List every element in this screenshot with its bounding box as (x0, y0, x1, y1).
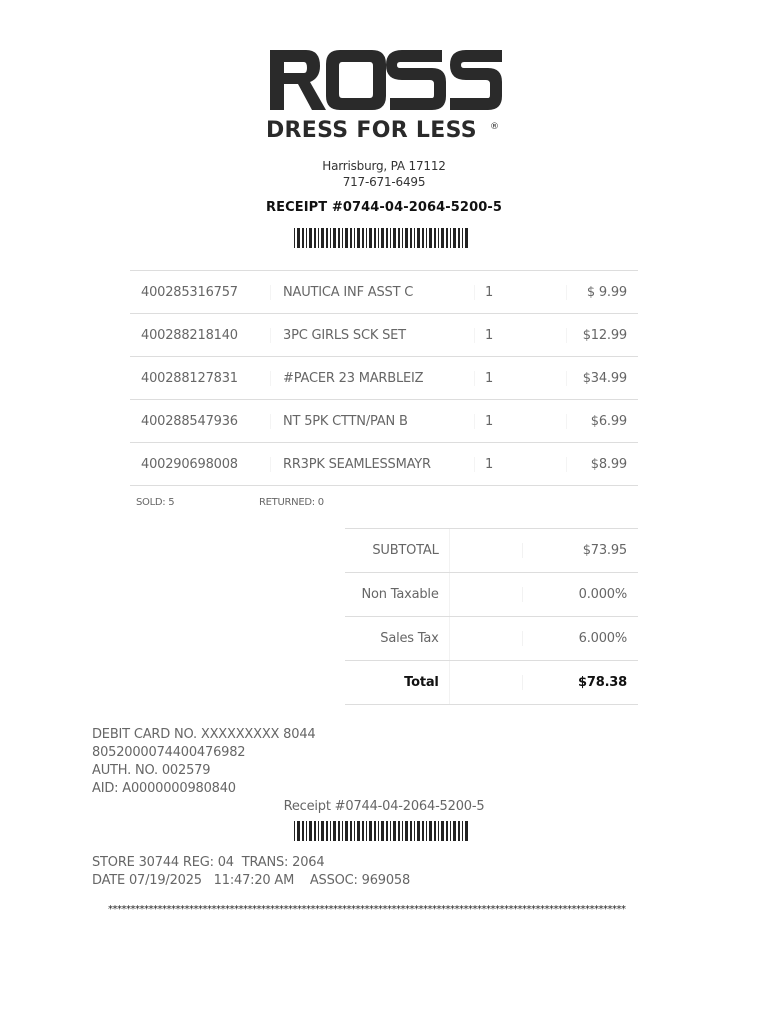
barcode-bar (314, 228, 316, 248)
item-row (130, 314, 638, 357)
item-price: $12.99 (566, 328, 638, 343)
barcode-bar (321, 228, 324, 248)
item-qty: 1 (474, 414, 566, 429)
item-sku: 400290698008 (141, 456, 238, 472)
store-line: STORE 30744 REG: 04 TRANS: 2064 (92, 855, 325, 870)
item-description: RR3PK SEAMLESSMAYR (270, 457, 474, 472)
barcode-bar (417, 228, 420, 248)
totals-row (345, 661, 638, 705)
item-price: $ 9.99 (566, 285, 638, 300)
receipt-title: RECEIPT #0744-04-2064-5200-5 (265, 200, 503, 215)
barcode-bar (314, 821, 316, 841)
barcode-bar (342, 821, 343, 841)
barcode-bar (357, 821, 360, 841)
barcode-bar (381, 228, 384, 248)
totals-table (345, 528, 638, 705)
item-row (130, 443, 638, 486)
totals-label: Total (404, 675, 439, 690)
barcode-bar (357, 228, 360, 248)
barcode-bar (405, 228, 408, 248)
barcode-bar (402, 821, 403, 841)
barcode-bar (390, 821, 391, 841)
receipt-ref: Receipt #0744-04-2064-5200-5 (283, 799, 485, 814)
totals-spacer (449, 617, 523, 660)
barcode-bar (393, 821, 396, 841)
item-sku: 400288547936 (141, 413, 238, 429)
item-qty: 1 (474, 328, 566, 343)
barcode-bar (381, 821, 384, 841)
barcode-bar (434, 228, 436, 248)
item-description: NAUTICA INF ASST C (270, 285, 474, 300)
barcode-bar (465, 821, 468, 841)
transaction-ref: 8052000074400476982 (92, 745, 246, 760)
barcode-bar (354, 821, 355, 841)
item-qty: 1 (474, 457, 566, 472)
barcode-bar (350, 228, 352, 248)
barcode-bar (362, 228, 364, 248)
barcode-bar (426, 821, 427, 841)
totals-spacer (449, 529, 523, 572)
barcode-bar (414, 821, 415, 841)
barcode-bar (405, 821, 408, 841)
barcode-bar (333, 821, 336, 841)
barcode-bar (326, 821, 328, 841)
barcode-bar (386, 821, 388, 841)
barcode-bar (426, 228, 427, 248)
barcode-bar (465, 228, 468, 248)
barcode-bar (458, 228, 460, 248)
barcode-bar (294, 228, 295, 248)
item-price: $34.99 (566, 371, 638, 386)
barcode-bar (297, 821, 300, 841)
separator-stars: ******************************************************************************************************************* (108, 904, 626, 915)
barcode-bar (318, 228, 319, 248)
item-sku: 400288218140 (141, 327, 238, 343)
barcode-bar (450, 228, 451, 248)
barcode-bar (366, 821, 367, 841)
barcode-bar (378, 821, 379, 841)
item-sku: 400288127831 (141, 370, 238, 386)
barcode-bar (369, 821, 372, 841)
barcode-bar (398, 228, 400, 248)
totals-spacer (449, 661, 523, 704)
barcode-bar (438, 821, 439, 841)
barcode-bar (366, 228, 367, 248)
item-row (130, 270, 638, 314)
totals-value: 6.000% (522, 631, 638, 646)
brand-tagline: DRESS FOR LESS (266, 118, 477, 143)
barcode-bar (378, 228, 379, 248)
barcode-bar (453, 228, 456, 248)
totals-row (345, 617, 638, 661)
registered-mark: ® (490, 122, 499, 132)
item-row (130, 400, 638, 443)
barcode-bar (438, 228, 439, 248)
barcode-bar (398, 821, 400, 841)
footer-barcode (294, 821, 474, 841)
totals-label: Non Taxable (361, 587, 439, 602)
sold-count: SOLD: 5 (136, 497, 175, 508)
barcode-bar (309, 228, 312, 248)
barcode-bar (318, 821, 319, 841)
barcode-bar (462, 228, 463, 248)
barcode-bar (374, 821, 376, 841)
barcode-bar (309, 821, 312, 841)
barcode-bar (345, 821, 348, 841)
totals-row (345, 573, 638, 617)
barcode-bar (453, 821, 456, 841)
barcode-bar (414, 228, 415, 248)
items-table (130, 270, 638, 486)
item-description: 3PC GIRLS SCK SET (270, 328, 474, 343)
barcode-bar (386, 228, 388, 248)
barcode-bar (330, 228, 331, 248)
barcode-bar (326, 228, 328, 248)
totals-label: SUBTOTAL (372, 543, 439, 558)
barcode-bar (297, 228, 300, 248)
barcode-bar (429, 821, 432, 841)
card-number: DEBIT CARD NO. XXXXXXXXX 8044 (92, 727, 316, 742)
item-sku: 400285316757 (141, 284, 238, 300)
barcode-bar (362, 821, 364, 841)
barcode-bar (330, 821, 331, 841)
item-row (130, 357, 638, 400)
barcode-bar (302, 821, 304, 841)
totals-value: 0.000% (522, 587, 638, 602)
item-description: #PACER 23 MARBLEIZ (270, 371, 474, 386)
barcode-bar (306, 821, 307, 841)
barcode-bar (354, 228, 355, 248)
totals-value: $78.38 (522, 675, 638, 690)
barcode-bar (294, 821, 295, 841)
payment-info (92, 726, 315, 798)
barcode-bar (369, 228, 372, 248)
item-qty: 1 (474, 371, 566, 386)
totals-row (345, 528, 638, 573)
barcode-bar (410, 228, 412, 248)
barcode-bar (338, 821, 340, 841)
barcode-bar (350, 821, 352, 841)
barcode-bar (306, 228, 307, 248)
item-description: NT 5PK CTTN/PAN B (270, 414, 474, 429)
barcode-bar (417, 821, 420, 841)
date-line: DATE 07/19/2025 11:47:20 AM ASSOC: 969058 (92, 873, 411, 888)
barcode-bar (333, 228, 336, 248)
barcode-bar (374, 228, 376, 248)
barcode-bar (393, 228, 396, 248)
barcode-bar (321, 821, 324, 841)
barcode-bar (441, 228, 444, 248)
returned-count: RETURNED: 0 (259, 497, 324, 508)
barcode-bar (458, 821, 460, 841)
item-price: $6.99 (566, 414, 638, 429)
barcode-bar (402, 228, 403, 248)
totals-label: Sales Tax (380, 631, 439, 646)
barcode-bar (342, 228, 343, 248)
receipt-barcode (294, 228, 474, 248)
barcode-bar (441, 821, 444, 841)
barcode-bar (422, 821, 424, 841)
store-address: Harrisburg, PA 17112 (322, 159, 446, 173)
barcode-bar (390, 228, 391, 248)
barcode-bar (450, 821, 451, 841)
store-phone: 717-671-6495 (342, 175, 426, 189)
totals-spacer (449, 573, 523, 616)
aid-number: AID: A0000000980840 (92, 781, 236, 796)
barcode-bar (345, 228, 348, 248)
barcode-bar (429, 228, 432, 248)
barcode-bar (462, 821, 463, 841)
auth-number: AUTH. NO. 002579 (92, 763, 211, 778)
barcode-bar (446, 821, 448, 841)
totals-value: $73.95 (522, 543, 638, 558)
item-price: $8.99 (566, 457, 638, 472)
barcode-bar (338, 228, 340, 248)
barcode-bar (410, 821, 412, 841)
barcode-bar (434, 821, 436, 841)
item-qty: 1 (474, 285, 566, 300)
barcode-bar (302, 228, 304, 248)
barcode-bar (422, 228, 424, 248)
barcode-bar (446, 228, 448, 248)
